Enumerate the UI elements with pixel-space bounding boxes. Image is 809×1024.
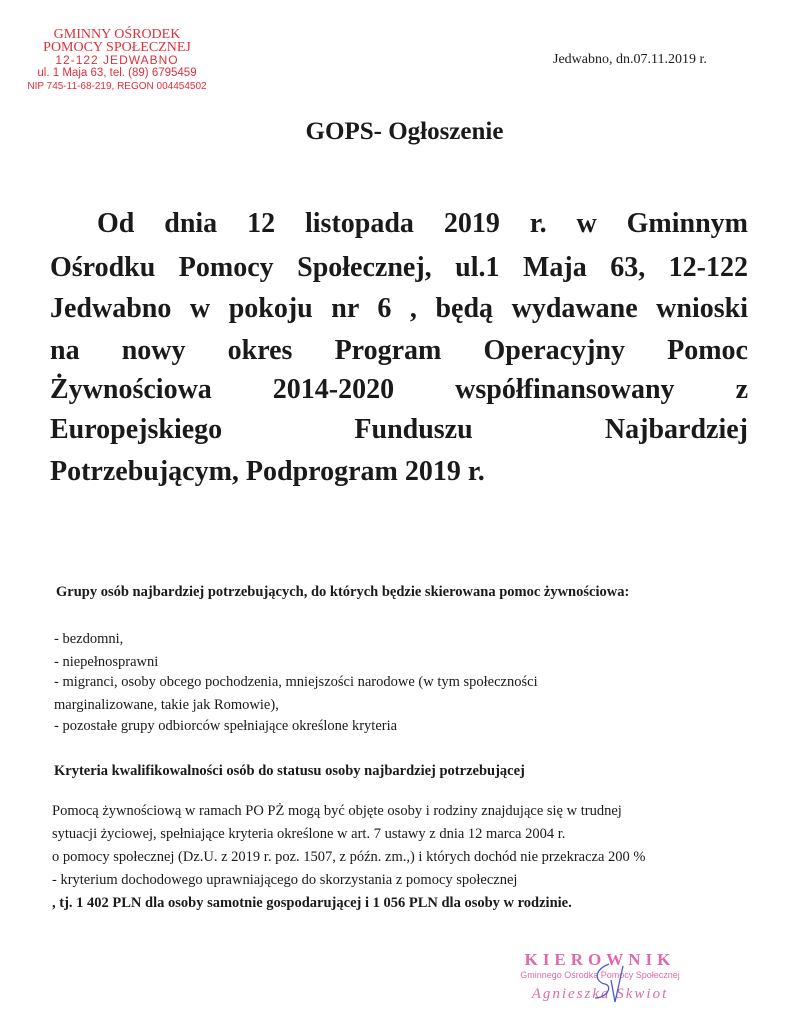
signature-org: Gminnego Ośrodka Pomocy Społecznej — [520, 970, 680, 980]
announcement-line: Żywnościowa 2014-2020 współfinansowany z — [50, 374, 748, 405]
stamp-line: ul. 1 Maja 63, tel. (89) 6795459 — [37, 67, 197, 79]
document-date: Jedwabno, dn.07.11.2019 r. — [553, 52, 707, 67]
group-item: - bezdomni, — [54, 631, 124, 647]
group-item: - migranci, osoby obcego pochodzenia, mniejszości narodowe (w tym społeczności — [54, 674, 538, 690]
signature-stamp — [515, 950, 685, 1003]
criteria-income-line: , tj. 1 402 PLN dla osoby samotnie gospodarującej i 1 056 PLN dla osoby w rodzinie. — [52, 895, 572, 911]
group-item: marginalizowane, takie jak Romowie), — [54, 697, 279, 713]
announcement-line: Europejskiego Funduszu Najbardziej — [50, 414, 748, 445]
groups-heading: Grupy osób najbardziej potrzebujących, do których będzie skierowana pomoc żywnościowa: — [56, 584, 630, 600]
criteria-line: sytuacji życiowej, spełniające kryteria określone w art. 7 ustawy z dnia 12 marca 2004 r. — [52, 826, 566, 842]
stamp-line: POMOCY SPOŁECZNEJ — [43, 40, 191, 55]
announcement-line: Potrzebującym, Podprogram 2019 r. — [50, 456, 485, 487]
announcement-line: Ośrodku Pomocy Społecznej, ul.1 Maja 63, 12-122 — [50, 252, 748, 283]
criteria-line: o pomocy społecznej (Dz.U. z 2019 r. poz. 1507, z późn. zm.,) i których dochód nie przekracza 200 % — [52, 849, 646, 865]
stamp-line: GMINNY OŚRODEK — [53, 27, 181, 42]
office-stamp — [22, 28, 212, 93]
announcement-line: Od dnia 12 listopada 2019 r. w Gminnym — [97, 208, 748, 239]
criteria-line: Pomocą żywnościową w ramach PO PŻ mogą być objęte osoby i rodziny znajdujące się w trudnej — [52, 803, 622, 819]
criteria-heading: Kryteria kwalifikowalności osób do statusu osoby najbardziej potrzebującej — [54, 763, 525, 779]
signature-name: Agnieszka Skwiot — [531, 986, 669, 1002]
handwritten-signature-icon — [587, 958, 627, 1008]
page-title: GOPS- Ogłoszenie — [305, 118, 504, 145]
group-item: - pozostałe grupy odbiorców spełniające określone kryteria — [54, 718, 398, 734]
group-item: - niepełnosprawni — [54, 654, 159, 670]
announcement-line: na nowy okres Program Operacyjny Pomoc — [50, 335, 748, 366]
criteria-line: - kryterium dochodowego uprawniającego do skorzystania z pomocy społecznej — [52, 872, 518, 888]
announcement-line: Jedwabno w pokoju nr 6 , będą wydawane wnioski — [50, 293, 748, 324]
stamp-line: NIP 745-11-68-219, REGON 004454502 — [27, 81, 207, 92]
signature-title: KIEROWNIK — [524, 950, 676, 969]
stamp-line: 12-122 JEDWABNO — [55, 53, 179, 67]
